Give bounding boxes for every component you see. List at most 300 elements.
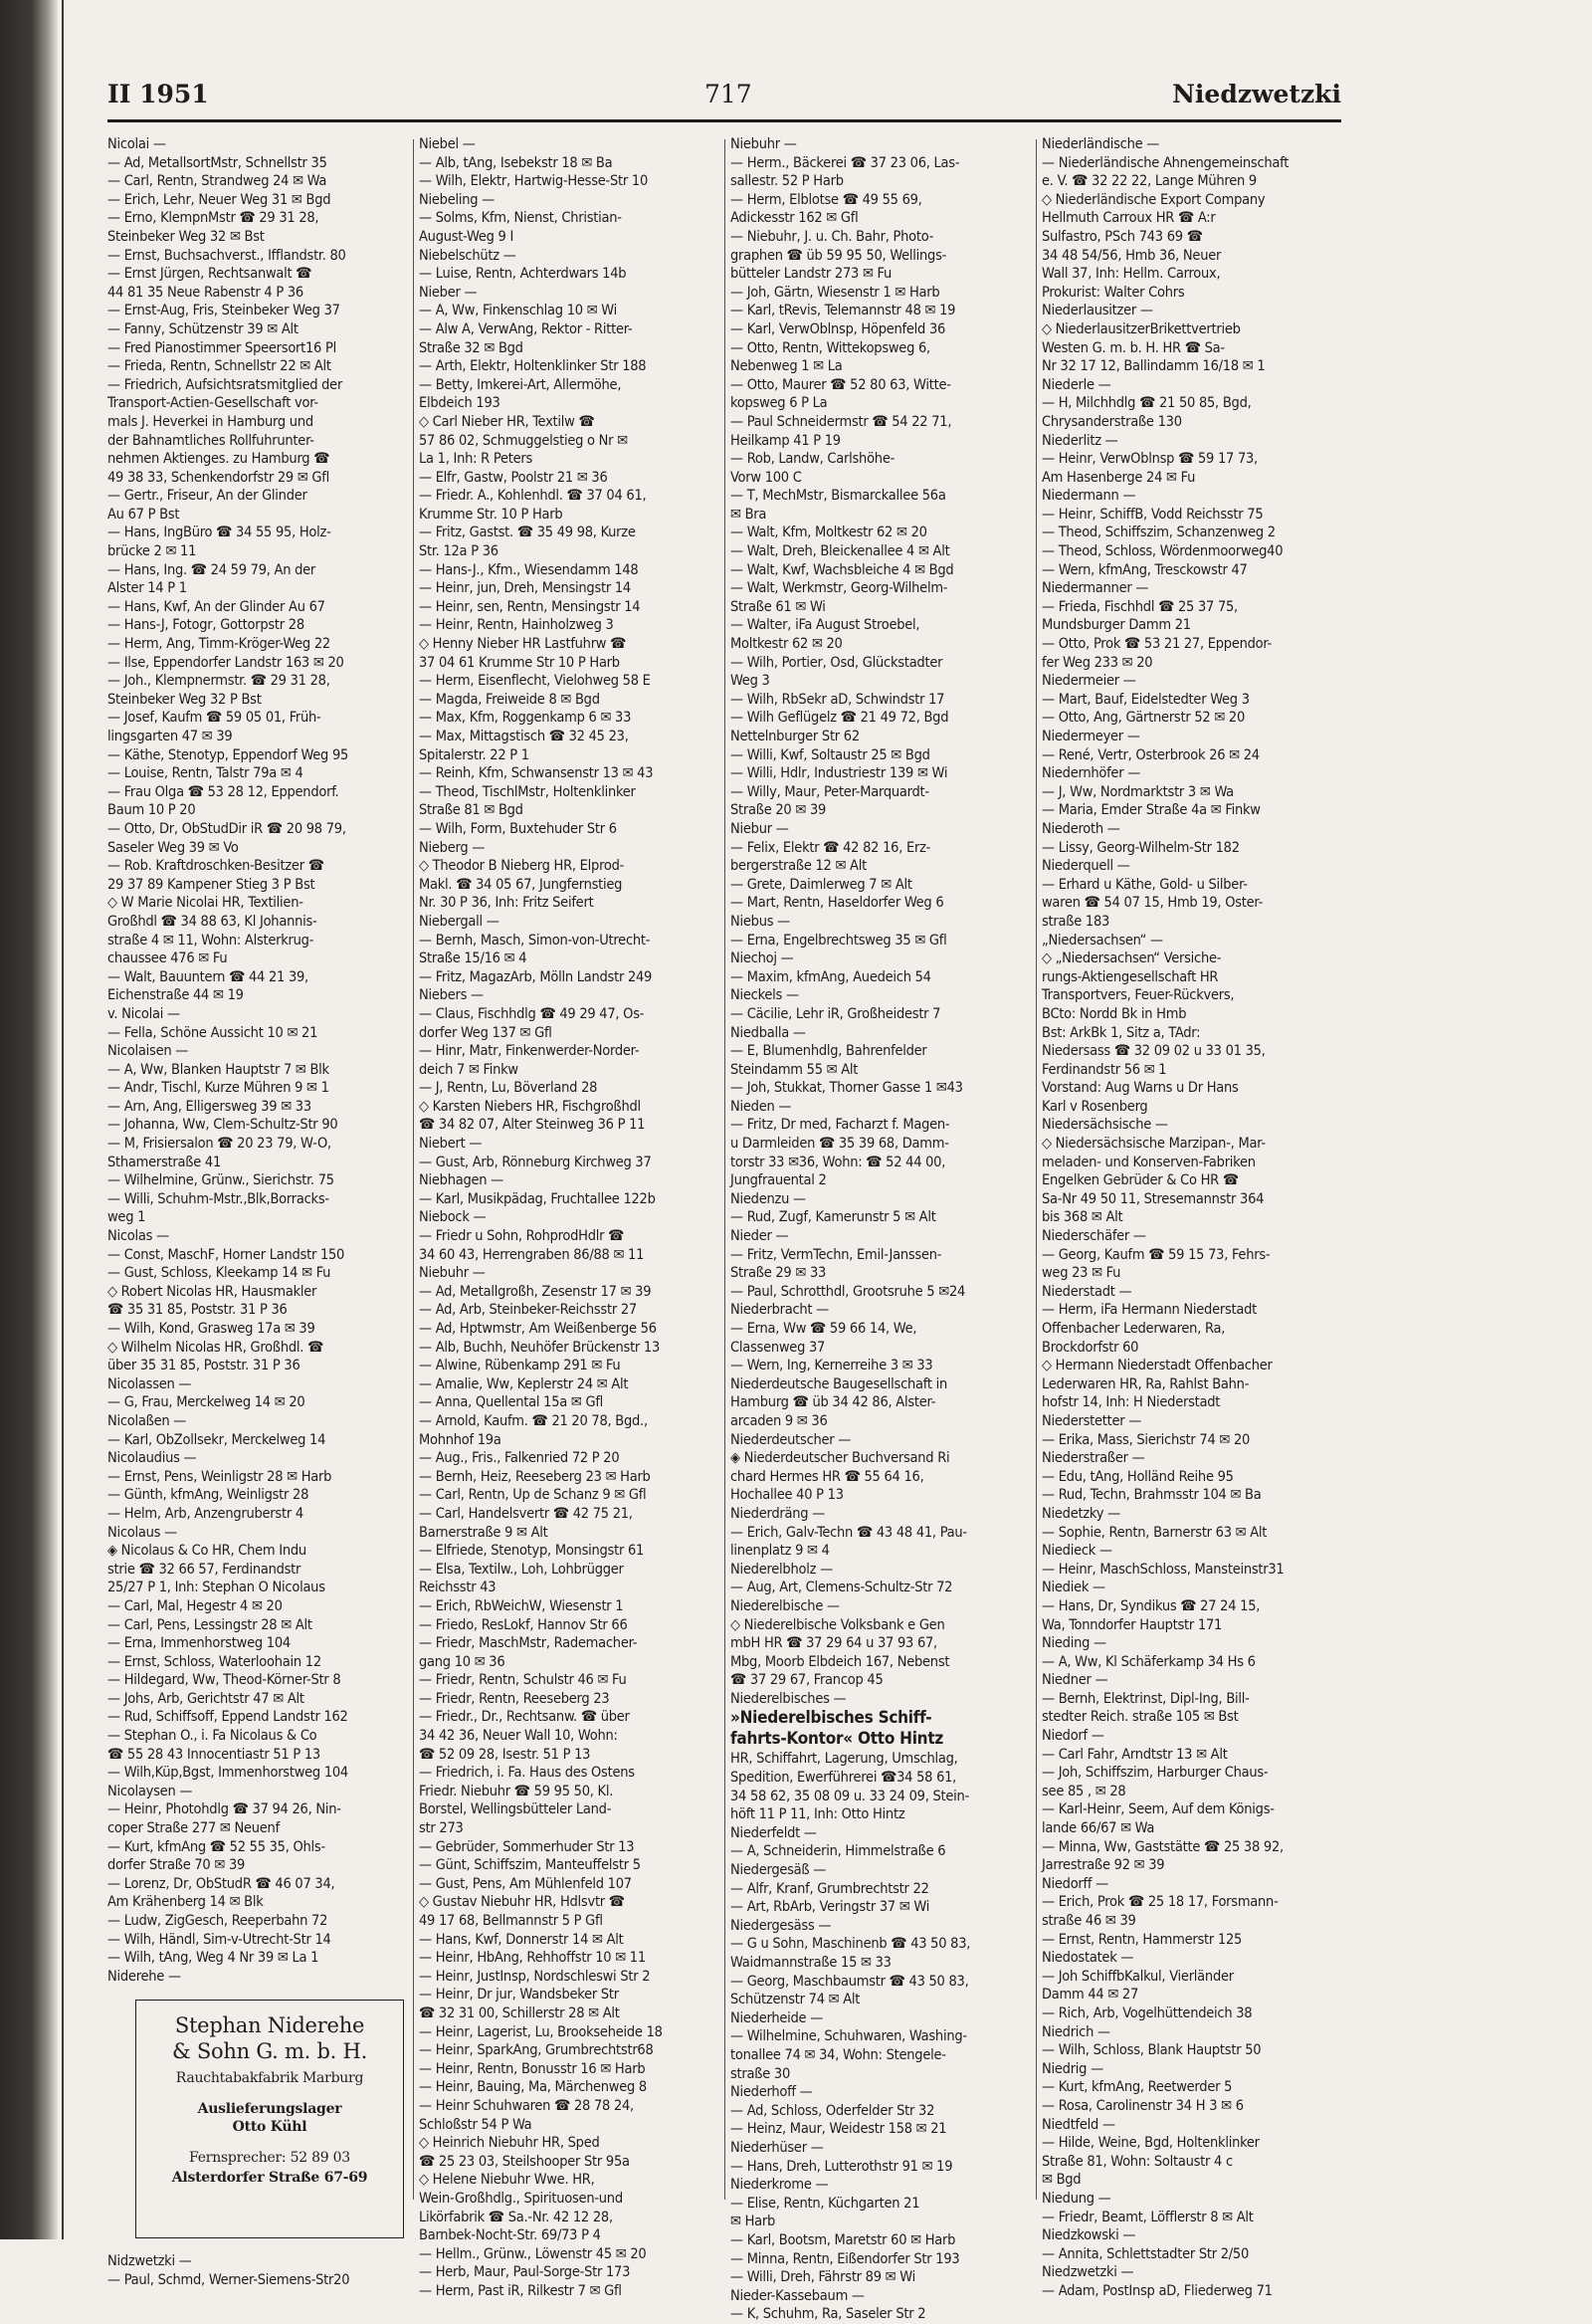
directory-entry-line: Weg 3 [730, 673, 770, 690]
directory-entry-line: kopsweg 6 P La [730, 395, 828, 412]
directory-entry-line: — Otto, Prok ☎ 53 21 27, Eppendor- [1042, 636, 1273, 653]
directory-entry-line: — Lissy, Georg-Wilhelm-Str 182 [1042, 839, 1240, 856]
directory-entry-line: Niderehe — [107, 1968, 181, 1985]
directory-entry-line: Niederstadt — [1042, 1283, 1132, 1300]
directory-entry-line: Nicolai — [107, 136, 166, 152]
directory-entry-line: — Gust, Pens, Am Mühlenfeld 107 [419, 1875, 632, 1892]
directory-entry-line: — Wilhelmine, Grünw., Sierichstr. 75 [107, 1172, 334, 1189]
directory-entry-line: — Hilde, Weine, Bgd, Holtenklinker [1042, 2135, 1260, 2152]
directory-entry-line: Sa-Nr 49 50 11, Stresemannstr 364 [1042, 1190, 1265, 1207]
directory-entry-line: Nieden — [730, 1098, 792, 1115]
directory-entry-line: — Willi, Dreh, Fährstr 89 ✉ Wi [730, 2269, 915, 2286]
directory-entry-line: Niederelbisches — [730, 1690, 847, 1707]
directory-entry-line: Nicolas — [107, 1228, 169, 1245]
directory-entry-line: — Grete, Daimlerweg 7 ✉ Alt [730, 876, 912, 893]
directory-entry-line: Waidmannstraße 15 ✉ 33 [730, 1955, 892, 1971]
directory-entry-line: — Wern, Ing, Kernerreihe 3 ✉ 33 [730, 1358, 933, 1374]
directory-entry-line: — Edu, tAng, Holländ Reihe 95 [1042, 1468, 1234, 1485]
directory-entry-line: — Günth, kfmAng, Weinligstr 28 [107, 1487, 309, 1504]
directory-entry-line: Jarrestraße 92 ✉ 39 [1042, 1857, 1165, 1874]
directory-entry-line: Niedersächsische — [1042, 1117, 1168, 1134]
directory-entry-line: — Erna, Immenhorstweg 104 [107, 1635, 291, 1652]
directory-entry-line: strie ☎ 32 66 57, Ferdinandstr [107, 1561, 301, 1578]
directory-entry-line: — Friedo, ResLokf, Hannov Str 66 [419, 1616, 628, 1633]
directory-entry-line: — Luise, Rentn, Achterdwars 14b [419, 266, 627, 283]
header-rule [107, 119, 1341, 122]
directory-entry-line: fahrts-Kontor« Otto Hintz [730, 1729, 944, 1750]
directory-entry-line: Offenbacher Lederwaren, Ra, [1042, 1321, 1226, 1337]
directory-entry-line: — Walt, Dreh, Bleickenallee 4 ✉ Alt [730, 543, 950, 560]
directory-entry-line: gang 10 ✉ 36 [419, 1653, 505, 1670]
directory-entry-line: — Rich, Arb, Vogelhüttendeich 38 [1042, 2005, 1253, 2021]
directory-entry-line: — Heinr, jun, Dreh, Mensingstr 14 [419, 580, 631, 597]
directory-entry-line: — Karl, Bootsm, Maretstr 60 ✉ Harb [730, 2231, 956, 2248]
directory-entry-line: Niederheide — [730, 2009, 824, 2026]
directory-entry-line: Vorstand: Aug Warns u Dr Hans [1042, 1080, 1239, 1097]
directory-entry-line: meladen- und Konserven-Fabriken [1042, 1154, 1256, 1170]
directory-entry-line: BCto: Nordd Bk in Hmb [1042, 1005, 1187, 1022]
directory-page [107, 70, 1341, 2323]
directory-entry-line: — Wilh, Händl, Sim-v-Utrecht-Str 14 [107, 1931, 331, 1948]
directory-entry-line: Niebus — [730, 913, 790, 930]
directory-entry-line: — Theod, TischlMstr, Holtenklinker [419, 783, 636, 800]
directory-entry-line: — Carl, Handelsvertr ☎ 42 75 21, [419, 1505, 633, 1522]
directory-entry-line: Schützenstr 74 ✉ Alt [730, 1992, 861, 2008]
directory-entry-line: — Heinr, Lagerist, Lu, Brookseheide 18 [419, 2023, 663, 2040]
directory-entry-line: — Friedrich, Aufsichtsratsmitglied der [107, 376, 343, 393]
directory-entry-line: 49 38 33, Schenkendorfstr 29 ✉ Gfl [107, 469, 329, 486]
directory-entry-line: Niedenzu — [730, 1190, 806, 1207]
directory-entry-line: — Betty, Imkerei-Art, Allermöhe, [419, 376, 622, 393]
directory-entry-line: — Magda, Freiweide 8 ✉ Bgd [419, 691, 600, 708]
directory-entry-line: — Ernst-Aug, Fris, Steinbeker Weg 37 [107, 303, 340, 319]
directory-entry-line: — Annita, Schlettstadter Str 2/50 [1042, 2245, 1250, 2262]
directory-entry-line: — Ernst, Rentn, Hammerstr 125 [1042, 1931, 1243, 1948]
directory-entry-line: Niederdeutsche Baugesellschaft in [730, 1375, 947, 1392]
directory-entry-line: — Rob. Kraftdroschken-Besitzer ☎ [107, 858, 324, 875]
directory-entry-line: — Heinr, Dr jur, Wandsbeker Str [419, 1987, 619, 2004]
ad-warehouse-name: Otto Kühl [232, 2119, 307, 2136]
directory-entry-line: Nieder — [730, 1228, 789, 1245]
advertisement-box [135, 2000, 404, 2238]
directory-entry-line: Hellmuth Carroux HR ☎ A:r [1042, 210, 1216, 227]
directory-entry-line: Niederhoff — [730, 2084, 813, 2101]
directory-entry-line: — Erno, KlempnMstr ☎ 29 31 28, [107, 210, 319, 227]
directory-entry-line: Niedergesäss — [730, 1917, 832, 1934]
directory-entry-line: Jungfrauental 2 [730, 1172, 827, 1189]
directory-entry-line: — Georg, Kaufm ☎ 59 15 73, Fehrs- [1042, 1246, 1271, 1263]
directory-entry-line: — Solms, Kfm, Nienst, Christian- [419, 210, 622, 227]
directory-entry-line: Am Hasenberge 24 ✉ Fu [1042, 469, 1196, 486]
directory-entry-line: — Rob, Landw, Carlshöhe- [730, 451, 896, 468]
directory-entry-line: — Elfr, Gastw, Poolstr 21 ✉ 36 [419, 469, 608, 486]
directory-entry-line: Wall 37, Inh: Hellm. Carroux, [1042, 266, 1221, 283]
directory-entry-line: str 273 [419, 1820, 464, 1837]
directory-entry-line: — Herm, Past iR, Rilkestr 7 ✉ Gfl [419, 2282, 622, 2299]
directory-entry-line: — Adam, PostInsp aD, Fliederweg 71 [1042, 2282, 1273, 2299]
directory-entry-line: Steinbeker Weg 32 P Bst [107, 691, 262, 708]
directory-entry-line: der Bahnamtliches Rollfuhrunter- [107, 432, 314, 449]
directory-entry-line: 34 48 54/56, Hmb 36, Neuer [1042, 247, 1222, 264]
directory-entry-line: — Otto, Maurer ☎ 52 80 63, Witte- [730, 376, 951, 393]
directory-entry-line: weg 23 ✉ Fu [1042, 1265, 1121, 1282]
directory-entry-line: — Reinh, Kfm, Schwansenstr 13 ✉ 43 [419, 765, 654, 782]
directory-entry-line: coper Straße 277 ✉ Neuenf [107, 1820, 280, 1837]
directory-entry-line: Bst: ArkBk 1, Sitz a, TAdr: [1042, 1024, 1201, 1041]
directory-entry-line: — Alfr, Kranf, Grumbrechtstr 22 [730, 1880, 929, 1897]
directory-entry-line: bis 368 ✉ Alt [1042, 1209, 1123, 1226]
directory-entry-line: Niedtfeld — [1042, 2116, 1115, 2133]
directory-entry-line: Transport-Actien-Gesellschaft vor- [107, 395, 318, 412]
directory-entry-line: — Wilh Geflügelz ☎ 21 49 72, Bgd [730, 710, 949, 727]
directory-entry-line: e. V. ☎ 32 22 22, Lange Mühren 9 [1042, 173, 1257, 190]
directory-entry-line: — Niederländische Ahnengemeinschaft [1042, 154, 1290, 171]
column-1-entries [107, 135, 408, 1986]
directory-entry-line: August-Weg 9 I [419, 228, 514, 245]
directory-entry-line: — Willi, Schuhm-Mstr.,Blk,Borracks- [107, 1190, 329, 1207]
directory-entry-line: — T, MechMstr, Bismarckallee 56a [730, 488, 946, 505]
directory-entry-line: — Georg, Maschbaumstr ☎ 43 50 83, [730, 1973, 969, 1990]
ad-company-suffix: & Sohn G. m. b. H. [171, 2039, 368, 2064]
directory-entry-line: ◇ Helene Niebuhr Wwe. HR, [419, 2172, 595, 2189]
directory-entry-line: Nicolaudius — [107, 1450, 197, 1467]
directory-entry-line: Niedermeyer — [1042, 729, 1140, 744]
directory-entry-line: Barnbek-Nocht-Str. 69/73 P 4 [419, 2227, 601, 2244]
directory-entry-line: — Wilh, Portier, Osd, Glückstadter [730, 654, 943, 671]
directory-entry-line: — Karl-Heinr, Seem, Auf dem Königs- [1042, 1801, 1275, 1818]
directory-entry-line: — Heinr, JustInsp, Nordschleswi Str 2 [419, 1968, 651, 1985]
directory-entry-line: Niedersass ☎ 32 09 02 u 33 01 35, [1042, 1043, 1266, 1060]
directory-entry-line: Sthamerstraße 41 [107, 1154, 222, 1170]
directory-entry-line: — Kurt, kfmAng, Reetwerder 5 [1042, 2079, 1233, 2096]
directory-entry-line: Baum 10 P 20 [107, 802, 196, 819]
directory-entry-line: ◈ Niederdeutscher Buchversand Ri [730, 1450, 950, 1467]
directory-entry-line: — Heinr, SchiffB, Vodd Reichsstr 75 [1042, 506, 1264, 523]
directory-entry-line: — Cäcilie, Lehr iR, Großheidestr 7 [730, 1005, 941, 1022]
directory-entry-line: mals J. Heverkei in Hamburg und [107, 413, 313, 430]
directory-entry-line: ◇ Niedersächsische Marzipan-, Mar- [1042, 1136, 1266, 1153]
directory-entry-line: — Willi, Kwf, Soltaustr 25 ✉ Bgd [730, 746, 930, 763]
directory-entry-line: — Anna, Quellental 15a ✉ Gfl [419, 1394, 604, 1411]
directory-entry-line: Karl v Rosenberg [1042, 1098, 1148, 1115]
directory-entry-line: — Friedr u Sohn, RohprodHdlr ☎ [419, 1228, 625, 1245]
directory-entry-line: — Hans-J., Kfm., Wiesendamm 148 [419, 561, 639, 578]
directory-entry-line: Prokurist: Walter Cohrs [1042, 284, 1185, 301]
directory-entry-line: — Fanny, Schützenstr 39 ✉ Alt [107, 320, 298, 337]
directory-entry-line: La 1, Inh: R Peters [419, 451, 533, 468]
directory-entry-line: — Erhard u Käthe, Gold- u Silber- [1042, 876, 1248, 893]
directory-entry-line: — Friedr, Beamt, Löfflerstr 8 ✉ Alt [1042, 2209, 1254, 2225]
column-2-entries [419, 135, 719, 2300]
directory-entry-line: — Andr, Tischl, Kurze Mühren 9 ✉ 1 [107, 1080, 329, 1097]
directory-entry-line: Niedung — [1042, 2190, 1111, 2207]
directory-entry-line: Niedrig — [1042, 2060, 1103, 2077]
directory-entry-line: — Aug., Fris., Falkenried 72 P 20 [419, 1450, 620, 1467]
ad-company-name: Stephan Niderehe [174, 2013, 365, 2038]
directory-entry-line: Mbg, Moorb Elbdeich 167, Nebenst [730, 1653, 950, 1670]
directory-entry-line: — Otto, Dr, ObStudDir iR ☎ 20 98 79, [107, 820, 346, 837]
directory-entry-line: — Hans, IngBüro ☎ 34 55 95, Holz- [107, 525, 331, 541]
directory-entry-line: Nieding — [1042, 1635, 1106, 1652]
directory-entry-line: — Johanna, Ww, Clem-Schultz-Str 90 [107, 1117, 338, 1134]
directory-entry-line: — Ernst, Schloss, Waterloohain 12 [107, 1653, 321, 1670]
directory-entry-line: »Niederelbisches Schiff- [730, 1708, 932, 1729]
directory-entry-line: Hochallee 40 P 13 [730, 1487, 844, 1504]
directory-entry-line: Engelken Gebrüder & Co HR ☎ [1042, 1172, 1239, 1189]
directory-entry-line: Nieber — [419, 284, 478, 301]
directory-entry-line: — Heinz, Maur, Weidestr 158 ✉ 21 [730, 2121, 947, 2138]
directory-entry-line: ☎ 52 09 28, Isestr. 51 P 13 [419, 1746, 591, 1763]
directory-entry-line: — Frau Olga ☎ 53 28 12, Eppendorf. [107, 783, 339, 800]
directory-entry-line: Niederelbholz — [730, 1561, 833, 1578]
directory-entry-line: Makl. ☎ 34 05 67, Jungfernstieg [419, 876, 623, 893]
directory-entry-line: Niedetzky — [1042, 1505, 1120, 1522]
directory-entry-line: — J, Ww, Nordmarktstr 3 ✉ Wa [1042, 783, 1234, 800]
directory-entry-line: — Josef, Kaufm ☎ 59 05 01, Früh- [107, 710, 321, 727]
directory-entry-line: — Heinr, SparkAng, Grumbrechtstr68 [419, 2042, 654, 2059]
column-3 [730, 135, 1031, 2323]
directory-entry-line: Niediek — [1042, 1580, 1105, 1596]
directory-entry-line: Am Krähenberg 14 ✉ Blk [107, 1894, 264, 1911]
directory-entry-line: Spitalerstr. 22 P 1 [419, 746, 529, 763]
directory-entry-line: — Heinr, sen, Rentn, Mensingstr 14 [419, 598, 641, 615]
directory-entry-line: — Paul Schneidermstr ☎ 54 22 71, [730, 413, 952, 430]
directory-entry-line: HR, Schiffahrt, Lagerung, Umschlag, [730, 1751, 958, 1768]
directory-entry-line: Niedzwetzki — [1042, 2264, 1134, 2281]
directory-entry-line: — Wilh, RbSekr aD, Schwindstr 17 [730, 691, 945, 708]
directory-entry-line: — Carl, Pens, Lessingstr 28 ✉ Alt [107, 1616, 312, 1633]
directory-entry-line: — Ad, Schloss, Oderfelder Str 32 [730, 2102, 935, 2119]
directory-entry-line: — Erich, Prok ☎ 25 18 17, Forsmann- [1042, 1894, 1279, 1911]
directory-entry-line: Friedr. Niebuhr ☎ 59 95 50, Kl. [419, 1783, 614, 1799]
directory-entry-line: — Wilh,Küp,Bgst, Immenhorstweg 104 [107, 1765, 348, 1782]
directory-entry-line: ◇ Niederelbische Volksbank e Gen [730, 1616, 945, 1633]
directory-entry-line: ✉ Bra [730, 506, 767, 523]
directory-entry-line: — Willi, Hdlr, Industriestr 139 ✉ Wi [730, 765, 948, 782]
directory-entry-line: rungs-Aktiengesellschaft HR [1042, 968, 1219, 985]
directory-entry-line: — Elsa, Textilw., Loh, Lohbrügger [419, 1561, 624, 1578]
directory-entry-line: ✉ Harb [730, 2214, 776, 2230]
directory-entry-line: — Fritz, Dr med, Facharzt f. Magen- [730, 1117, 950, 1134]
directory-entry-line: — Friedr, Rentn, Reeseberg 23 [419, 1690, 610, 1707]
directory-entry-line: Heilkamp 41 P 19 [730, 432, 841, 449]
directory-entry-line: ✉ Bgd [1042, 2172, 1082, 2189]
directory-entry-line: Nieder-Kassebaum — [730, 2287, 865, 2304]
ad-phone: Fernsprecher: 52 89 03 [189, 2150, 350, 2167]
directory-entry-line: Nebenweg 1 ✉ La [730, 358, 843, 375]
directory-entry-line: — Ilse, Eppendorfer Landstr 163 ✉ 20 [107, 654, 344, 671]
directory-entry-line: — Erich, Lehr, Neuer Weg 31 ✉ Bgd [107, 191, 331, 208]
directory-entry-line: Niedrich — [1042, 2023, 1110, 2040]
column-3-entries [730, 135, 1031, 2324]
directory-entry-line: ◇ W Marie Nicolai HR, Textilien- [107, 895, 303, 912]
directory-entry-line: — Minna, Ww, Gaststätte ☎ 25 38 92, [1042, 1838, 1284, 1855]
directory-entry-line: waren ☎ 54 07 15, Hmb 19, Oster- [1042, 895, 1264, 912]
directory-entry-line: brücke 2 ✉ 11 [107, 543, 197, 560]
directory-entry-line: — Alw A, VerwAng, Rektor - Ritter- [419, 320, 633, 337]
directory-entry-line: 34 58 62, 35 08 09 u. 33 24 09, Stein- [730, 1788, 970, 1804]
directory-entry-line: Niederdeutscher — [730, 1431, 852, 1448]
directory-entry-line: — Karl, Musikpädag, Fruchtallee 122b [419, 1190, 656, 1207]
directory-entry-line: hofstr 14, Inh: H Niederstadt [1042, 1394, 1221, 1411]
directory-entry-line: — Ernst, Pens, Weinligstr 28 ✉ Harb [107, 1468, 332, 1485]
directory-entry-line: Niedieck — [1042, 1543, 1112, 1560]
directory-entry-line: 25/27 P 1, Inh: Stephan O Nicolaus [107, 1580, 325, 1596]
directory-entry-line: — Maria, Emder Straße 4a ✉ Finkw [1042, 802, 1261, 819]
directory-entry-line: ◇ Heinrich Niebuhr HR, Sped [419, 2135, 600, 2152]
directory-entry-line: — Alb, tAng, Isebekstr 18 ✉ Ba [419, 154, 613, 171]
ad-business: Rauchtabakfabrik Marburg [175, 2070, 364, 2087]
directory-entry-line: straße 183 [1042, 913, 1110, 930]
directory-entry-line: — Wilh, Elektr, Hartwig-Hesse-Str 10 [419, 173, 649, 190]
directory-entry-line: 57 86 02, Schmuggelstieg o Nr ✉ [419, 432, 628, 449]
directory-entry-line: — Friedrich, i. Fa. Haus des Ostens [419, 1765, 635, 1782]
directory-entry-line: Nieckels — [730, 987, 799, 1004]
directory-entry-line: — Herm., Bäckerei ☎ 37 23 06, Las- [730, 154, 960, 171]
directory-entry-line: — Stephan O., i. Fa Nicolaus & Co [107, 1728, 317, 1745]
directory-entry-line: Niebel — [419, 136, 476, 152]
directory-entry-line: 49 17 68, Bellmannstr 5 P Gfl [419, 1913, 603, 1929]
directory-entry-line: ◇ Theodor B Nieberg HR, Elprod- [419, 858, 625, 875]
directory-entry-line: — Walter, iFa August Stroebel, [730, 617, 920, 634]
directory-entry-line: Niederoth — [1042, 820, 1120, 837]
directory-entry-line: Niederländische — [1042, 136, 1160, 152]
directory-entry-line: Sulfastro, PSch 743 69 ☎ [1042, 228, 1203, 245]
directory-entry-line: — Joh., Klempnermstr. ☎ 29 31 28, [107, 673, 330, 690]
directory-entry-line: — Louise, Rentn, Talstr 79a ✉ 4 [107, 765, 303, 782]
directory-entry-line: — Walt, Werkmstr, Georg-Wilhelm- [730, 580, 948, 597]
directory-entry-line: — G, Frau, Merckelweg 14 ✉ 20 [107, 1394, 305, 1411]
directory-entry-line: Elbdeich 193 [419, 395, 500, 412]
directory-entry-line: ◇ „Niedersachsen“ Versiche- [1042, 951, 1222, 967]
directory-entry-line: — Kurt, kfmAng ☎ 52 55 35, Ohls- [107, 1838, 325, 1855]
directory-entry-line: — Bernh, Elektrinst, Dipl-Ing, Bill- [1042, 1690, 1250, 1707]
directory-entry-line: — Johs, Arb, Gerichtstr 47 ✉ Alt [107, 1690, 304, 1707]
directory-entry-line: Mohnhof 19a [419, 1431, 501, 1448]
directory-entry-line: Niederelbische — [730, 1597, 840, 1614]
directory-entry-line: mbH HR ☎ 37 29 64 u 37 93 67, [730, 1635, 937, 1652]
directory-entry-line: — Frieda, Fischhdl ☎ 25 37 75, [1042, 598, 1238, 615]
directory-entry-line: Nicolaus — [107, 1524, 177, 1541]
directory-entry-line: Ferdinandstr 56 ✉ 1 [1042, 1061, 1167, 1078]
directory-entry-line: — Herb, Maur, Paul-Sorge-Str 173 [419, 2264, 631, 2281]
directory-entry-line: — Rud, Techn, Brahmsstr 104 ✉ Ba [1042, 1487, 1262, 1504]
directory-entry-line: — Niebuhr, J. u. Ch. Bahr, Photo- [730, 228, 934, 245]
directory-entry-line: — Arnold, Kaufm. ☎ 21 20 78, Bgd., [419, 1412, 648, 1429]
directory-entry-line: Straße 29 ✉ 33 [730, 1265, 827, 1282]
directory-entry-line: — Käthe, Stenotyp, Eppendorf Weg 95 [107, 746, 349, 763]
directory-entry-line: Nicolaysen — [107, 1783, 193, 1799]
directory-entry-line: Niedermann — [1042, 488, 1136, 505]
directory-entry-line: — Heinr, Rentn, Hainholzweg 3 [419, 617, 614, 634]
directory-entry-line: Niedermanner — [1042, 580, 1149, 597]
directory-entry-line: Nicolassen — [107, 1375, 192, 1392]
directory-entry-line: — Wilh, Schloss, Blank Hauptstr 50 [1042, 2042, 1262, 2059]
directory-entry-line: Damm 44 ✉ 27 [1042, 1987, 1139, 2004]
directory-entry-line: Steindamm 55 ✉ Alt [730, 1061, 859, 1078]
directory-entry-line: ☎ 34 82 07, Alter Steinweg 36 P 11 [419, 1117, 646, 1134]
directory-entry-line: ◇ Wilhelm Nicolas HR, Großhdl. ☎ [107, 1339, 324, 1356]
directory-entry-line: — Walt, Kfm, Moltkestr 62 ✉ 20 [730, 525, 927, 541]
directory-entry-line: Niebers — [419, 987, 484, 1004]
directory-entry-line: Nr 32 17 12, Ballindamm 16/18 ✉ 1 [1042, 358, 1266, 375]
directory-entry-line: ☎ 32 31 00, Schillerstr 28 ✉ Alt [419, 2005, 620, 2021]
directory-entry-line: — Wilh, Form, Buxtehuder Str 6 [419, 820, 617, 837]
directory-entry-line: — Paul, Schmd, Werner-Siemens-Str20 [107, 2271, 350, 2288]
directory-entry-line: — Wern, kfmAng, Tresckowstr 47 [1042, 561, 1248, 578]
directory-entry-line: — Aug, Art, Clemens-Schultz-Str 72 [730, 1580, 953, 1596]
directory-entry-line: Mundsburger Damm 21 [1042, 617, 1191, 634]
directory-entry-line: Niedermeier — [1042, 673, 1136, 690]
directory-entry-line: ◇ Gustav Niebuhr HR, Hdlsvtr ☎ [419, 1894, 625, 1911]
directory-entry-line: — Hans, Ing. ☎ 24 59 79, An der [107, 561, 316, 578]
directory-entry-line: Niederle — [1042, 376, 1111, 393]
directory-entry-line: — Herm, iFa Hermann Niederstadt [1042, 1302, 1258, 1319]
directory-entry-line: — Fritz, Gastst. ☎ 35 49 98, Kurze [419, 525, 636, 541]
column-4-entries [1042, 135, 1342, 2300]
directory-entry-line: — Max, Mittagstisch ☎ 32 45 23, [419, 729, 629, 744]
directory-entry-line: straße 4 ✉ 11, Wohn: Alsterkrug- [107, 932, 314, 949]
directory-entry-line: Niebelschütz — [419, 247, 516, 264]
directory-entry-line: — Art, RbArb, Veringstr 37 ✉ Wi [730, 1899, 930, 1916]
directory-entry-line: — A, Ww, Blanken Hauptstr 7 ✉ Blk [107, 1061, 329, 1078]
directory-entry-line: ◇ Henny Nieber HR Lastfuhrw ☎ [419, 636, 627, 653]
directory-entry-line: — Joh, Stukkat, Thorner Gasse 1 ✉43 [730, 1080, 963, 1097]
directory-entry-line: — Heinr, Photohdlg ☎ 37 94 26, Nin- [107, 1801, 341, 1818]
directory-entry-line: nehmen Aktienges. zu Hamburg ☎ [107, 451, 330, 468]
directory-entry-line: — Walt, Bauuntern ☎ 44 21 39, [107, 968, 308, 985]
directory-entry-line: — A, Ww, Kl Schäferkamp 34 Hs 6 [1042, 1653, 1256, 1670]
directory-entry-line: 37 04 61 Krumme Str 10 P Harb [419, 654, 620, 671]
directory-entry-line: Niedernhöfer — [1042, 765, 1141, 782]
directory-entry-line: Niedorf — [1042, 1728, 1104, 1745]
directory-entry-line: — Gust, Schloss, Kleekamp 14 ✉ Fu [107, 1265, 331, 1282]
directory-entry-line: — Joh SchiffbKalkul, Vierländer [1042, 1968, 1234, 1985]
directory-entry-line: ☎ 35 31 85, Poststr. 31 P 36 [107, 1302, 288, 1319]
directory-entry-line: — Joh, Schiffszim, Harburger Chaus- [1042, 1765, 1269, 1782]
directory-entry-line: Chrysanderstraße 130 [1042, 413, 1182, 430]
directory-entry-line: — Fred Pianostimmer Speersort16 Pl [107, 339, 336, 356]
directory-entry-line: — Frieda, Rentn, Schnellstr 22 ✉ Alt [107, 358, 331, 375]
directory-entry-line: Schloßstr 54 P Wa [419, 2116, 532, 2133]
directory-entry-line: Adickesstr 162 ✉ Gfl [730, 210, 859, 227]
directory-entry-line: — Karl, VerwOblnsp, Höpenfeld 36 [730, 320, 946, 337]
directory-entry-line: fer Weg 233 ✉ 20 [1042, 654, 1153, 671]
directory-entry-line: weg 1 [107, 1209, 146, 1226]
directory-entry-line: — Hans-J, Fotogr, Gottorpstr 28 [107, 617, 304, 634]
directory-entry-line: Niederlitz — [1042, 432, 1118, 449]
directory-entry-line: Vorw 100 C [730, 469, 802, 486]
directory-entry-line: ◇ Hermann Niederstadt Offenbacher [1042, 1358, 1273, 1374]
directory-entry-line: — Heinr, Rentn, Bonusstr 16 ✉ Harb [419, 2060, 646, 2077]
directory-entry-line: — Alwine, Rübenkamp 291 ✉ Fu [419, 1358, 621, 1374]
directory-entry-line: — H, Milchhdlg ☎ 21 50 85, Bgd, [1042, 395, 1252, 412]
directory-entry-line: ◇ NiederlausitzerBrikettvertrieb [1042, 320, 1241, 337]
ad-warehouse-label: Auslieferungslager [197, 2101, 342, 2118]
directory-entry-line: — Hans, Dr, Syndikus ☎ 27 24 15, [1042, 1597, 1261, 1614]
directory-entry-line: Str. 12a P 36 [419, 543, 498, 560]
directory-entry-line: ☎ 37 29 67, Francop 45 [730, 1672, 884, 1689]
directory-entry-line: Niederschäfer — [1042, 1228, 1146, 1245]
directory-entry-line: — Erna, Engelbrechtsweg 35 ✉ Gfl [730, 932, 947, 949]
directory-entry-line: — Wilhelmine, Schuhwaren, Washing- [730, 2028, 967, 2045]
directory-entry-line: — Bernh, Heiz, Reeseberg 23 ✉ Harb [419, 1468, 651, 1485]
directory-entry-line: Niederbracht — [730, 1302, 829, 1319]
directory-entry-line: see 85 , ✉ 28 [1042, 1783, 1126, 1799]
header-page-number: 717 [704, 80, 752, 108]
directory-entry-line: Niedostatek — [1042, 1950, 1134, 1967]
directory-entry-line: straße 30 [730, 2065, 790, 2082]
